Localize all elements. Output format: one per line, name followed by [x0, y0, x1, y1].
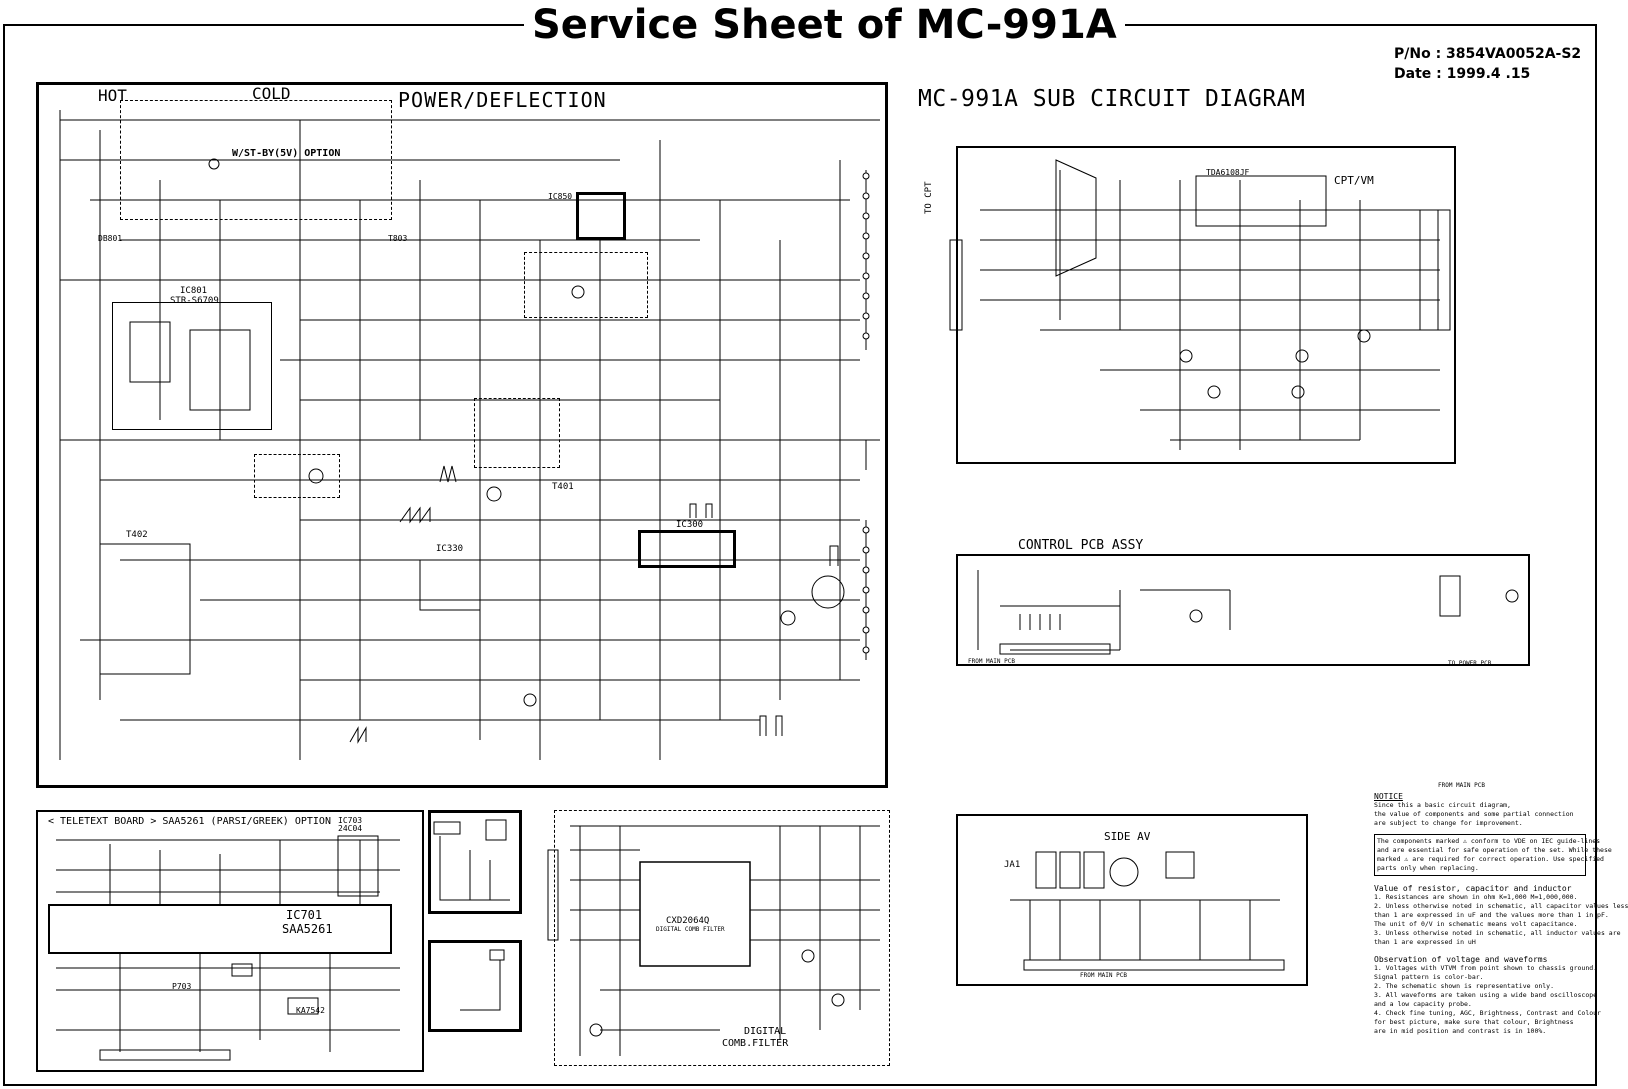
- value-line: than 1 are expressed in uH: [1374, 938, 1476, 946]
- obs-title: Observation of voltage and waveforms: [1374, 955, 1548, 964]
- notice-from-main: FROM MAIN PCB: [1438, 782, 1485, 789]
- t402-label: T402: [126, 530, 148, 540]
- obs-line: 4. Check fine tuning, AGC, Brightness, Contrast and Colour: [1374, 1009, 1601, 1017]
- control-to-power: TO POWER PCB: [1448, 660, 1492, 667]
- ic850-label: IC850: [548, 192, 573, 201]
- cxd-desc: DIGITAL COMB FILTER: [656, 926, 725, 933]
- ic701-label: IC701: [286, 908, 323, 922]
- sheet-title: Service Sheet of MC-991A: [524, 2, 1125, 48]
- obs-line: 1. Voltages with VTVM from point shown to chassis ground.: [1374, 964, 1598, 972]
- value-line: 2. Unless otherwise noted in schematic, all capacitor values less: [1374, 902, 1628, 910]
- ic801-part: STR-S6709: [170, 296, 219, 306]
- side-av-title: SIDE AV: [1104, 830, 1151, 843]
- obs-line: 2. The schematic shown is representative only.: [1374, 982, 1555, 990]
- safety-line: marked ⚠ are required for correct operation. Use specified: [1377, 855, 1604, 863]
- notice-line: Since this a basic circuit diagram,: [1374, 801, 1511, 809]
- hot-label: HOT: [98, 86, 127, 105]
- to-cpt-label: TO CPT: [924, 181, 934, 214]
- obs-line: are in mid position and contrast is in 100%.: [1374, 1027, 1547, 1035]
- safety-line: The components marked ⚠ conform to VDE on IEC guide-lines: [1377, 837, 1601, 845]
- value-line: 3. Unless otherwise noted in schematic, all inductor values are: [1374, 929, 1621, 937]
- cpt-vm-label: CPT/VM: [1334, 174, 1374, 187]
- part-number: P/No : 3854VA0052A-S2: [1394, 46, 1582, 62]
- ic801-label: IC801: [180, 286, 208, 296]
- comb-label-2: COMB.FILTER: [722, 1038, 789, 1049]
- value-line: 1. Resistances are shown in ohm K=1,000 M=1,000,000.: [1374, 893, 1578, 901]
- sheet-date: Date : 1999.4 .15: [1394, 66, 1531, 82]
- control-from-main: FROM MAIN PCB: [968, 658, 1015, 665]
- safety-line: and are essential for safe operation of the set. While these: [1377, 846, 1612, 854]
- notice-line: are subject to change for improvement.: [1374, 819, 1523, 827]
- ic300-label: IC300: [676, 520, 704, 530]
- tda-label: TDA6108JF: [1206, 168, 1250, 177]
- notice-line: the value of components and some partial connection: [1374, 810, 1574, 818]
- ic701-part: SAA5261: [282, 922, 333, 936]
- sub-diagram-title: MC-991A SUB CIRCUIT DIAGRAM: [918, 86, 1306, 112]
- cold-label: COLD: [252, 84, 291, 103]
- control-title: CONTROL PCB ASSY: [1018, 538, 1144, 553]
- value-line: The unit of 0/V in schematic means volt capacitance.: [1374, 920, 1578, 928]
- t401-label: T401: [552, 482, 574, 492]
- ja1-label: JA1: [1004, 860, 1021, 870]
- p703-label: P703: [172, 982, 192, 991]
- teletext-title: < TELETEXT BOARD > SAA5261 (PARSI/GREEK) OPTION: [48, 816, 331, 827]
- obs-line: for best picture, make sure that colour, Brightness: [1374, 1018, 1574, 1026]
- notice-title: NOTICE: [1374, 792, 1403, 801]
- option-label: W/ST-BY(5V) OPTION: [232, 148, 341, 159]
- ic703-label: IC703: [338, 816, 363, 825]
- safety-line: parts only when replacing.: [1377, 864, 1479, 872]
- power-deflection-title: POWER/DEFLECTION: [398, 88, 607, 112]
- value-title: Value of resistor, capacitor and inductor: [1374, 884, 1572, 893]
- t803-label: T803: [388, 234, 408, 243]
- db801-label: DB801: [98, 234, 123, 243]
- obs-line: 3. All waveforms are taken using a wide band oscilloscope: [1374, 991, 1598, 999]
- obs-line: Signal pattern is color-bar.: [1374, 973, 1484, 981]
- ka7542-label: KA7542: [296, 1006, 325, 1015]
- obs-line: and a low capacity probe.: [1374, 1000, 1472, 1008]
- side-av-from-main: FROM MAIN PCB: [1080, 972, 1127, 979]
- cxd-label: CXD2064Q: [666, 916, 710, 926]
- ic330-label: IC330: [436, 544, 464, 554]
- ic703-part: 24C04: [338, 824, 363, 833]
- comb-label-1: DIGITAL: [744, 1026, 787, 1037]
- value-line: than 1 are expressed in uF and the values more than 1 in pF.: [1374, 911, 1609, 919]
